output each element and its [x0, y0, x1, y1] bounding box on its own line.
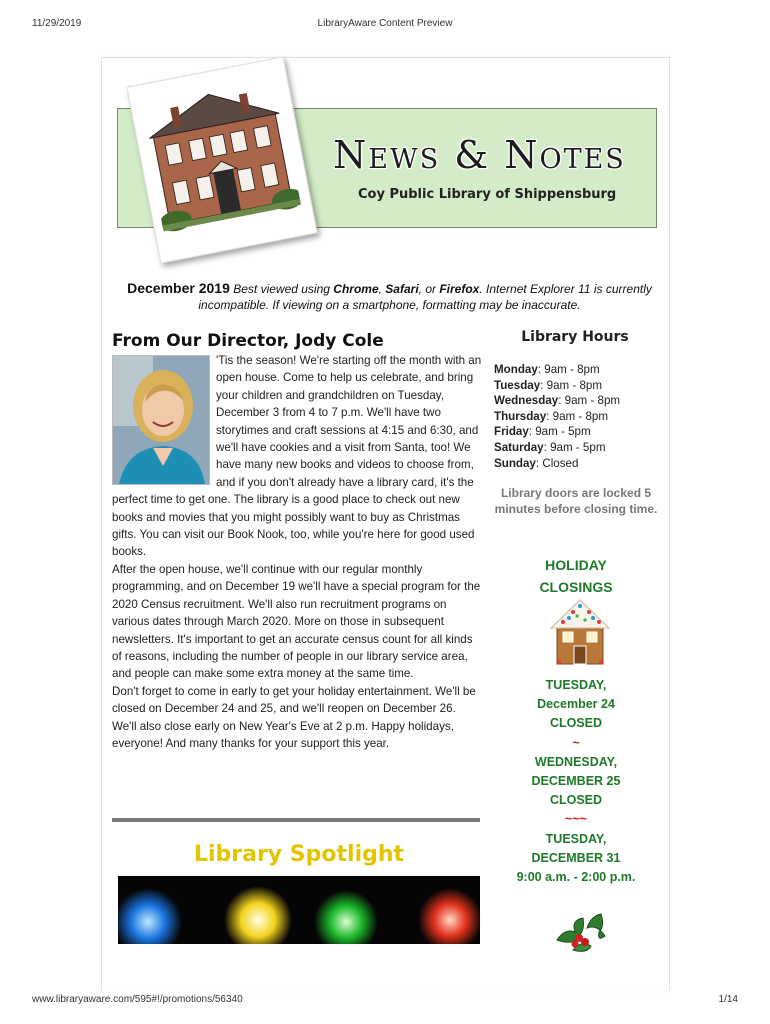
closing-line: TUESDAY,: [545, 678, 607, 692]
banner-subtitle: Coy Public Library of Shippensburg: [358, 187, 617, 202]
closing-line: TUESDAY,: [545, 831, 607, 846]
browser-note: Best viewed using Chrome, Safari, or Firefox. Internet Explorer 11 is currently incompatible. If viewing on a smartphone, formatting may be inaccurate.: [198, 282, 652, 312]
holiday-closings-heading: HOLIDAY CLOSINGS: [539, 557, 613, 595]
closing-line: CLOSED: [549, 716, 603, 731]
closing-line: DECEMBER 25: [531, 774, 621, 789]
closing-line: December 24: [537, 697, 615, 712]
print-footer: [0, 990, 770, 1010]
issue-date-note: [112, 280, 667, 313]
print-url: www.libraryaware.com/595#!/promotions/56340: [32, 994, 243, 1005]
hours-row: Monday: 9am - 8pm: [494, 363, 600, 376]
issue-month: December 2019: [127, 280, 230, 296]
locked-doors-note: Library doors are locked 5 minutes before closing time.: [494, 486, 658, 516]
print-title: LibraryAware Content Preview: [317, 18, 453, 29]
hours-row: Thursday: 9am - 8pm: [494, 409, 609, 423]
hours-row: Sunday: Closed: [494, 456, 579, 470]
director-letter: [112, 352, 482, 752]
section-divider: [112, 818, 480, 822]
closing-separator: ~~~: [565, 812, 587, 827]
director-paragraph: Don't forget to come in early to get your holiday entertainment. We'll be closed on December 24 and 25, and we'll reopen on December 26. We'll also close early on New Year's Eve at 2 p.m. Happy holidays, everyone! And many thanks for your support this year.: [112, 684, 476, 750]
director-paragraph: After the open house, we'll continue with our regular monthly programming, and on December 19 we'll have a special program for the 2020 Census recruitment. We'll also run recruitment programs on various dates through March 2020. More on those in subsequent newsletters. It's important to get an accurate census count for all kinds of reasons, including the number of people in our library service area, and people can make some extra money at the same time.: [112, 562, 481, 681]
hours-row: Tuesday: 9am - 8pm: [494, 378, 603, 392]
print-date: 11/29/2019: [32, 18, 82, 29]
hours-row: Friday: 9am - 5pm: [494, 425, 591, 439]
print-header: [0, 14, 770, 34]
hours-row: Saturday: 9am - 5pm: [494, 440, 606, 454]
holiday-closings-list: [494, 676, 658, 887]
closing-line: 9:00 a.m. - 2:00 p.m.: [516, 870, 636, 885]
closing-separator: ~: [572, 735, 580, 750]
library-building-illustration: [126, 56, 317, 263]
hours-row: Wednesday: 9am - 8pm: [494, 394, 621, 408]
hours-heading: Library Hours: [521, 329, 629, 345]
spotlight-lights-image: [118, 876, 480, 944]
director-paragraph: 'Tis the season! We're starting off the month with an open house. Come to help us celebrate, and bring your children and grandchildren on Tuesday, December 3 from 4 to 7 p.m. We'll have two storytimes and craft sessions at 4:15 and 6:30, and we'll have cookies and a visit from Santa, too! We have many new books and videos to choose from, and if you don't already have a library card, it's the perfect time to get one. The library is a good place to check out new books and movies that you might possibly want to buy as Christmas gifts. You can visit our Book Nook, too, while you're here for good used books.: [112, 354, 482, 559]
hours-list: [494, 362, 664, 471]
gingerbread-house-icon: [549, 596, 611, 671]
closing-line: DECEMBER 31: [531, 850, 621, 865]
holly-icon: [553, 906, 609, 961]
closing-line: CLOSED: [549, 793, 603, 808]
closing-line: WEDNESDAY,: [534, 754, 618, 769]
spotlight-heading: Library Spotlight: [193, 842, 405, 867]
banner-title: News & Notes: [333, 133, 626, 177]
director-heading: From Our Director, Jody Cole: [112, 331, 384, 351]
page-count: 1/14: [718, 994, 738, 1005]
